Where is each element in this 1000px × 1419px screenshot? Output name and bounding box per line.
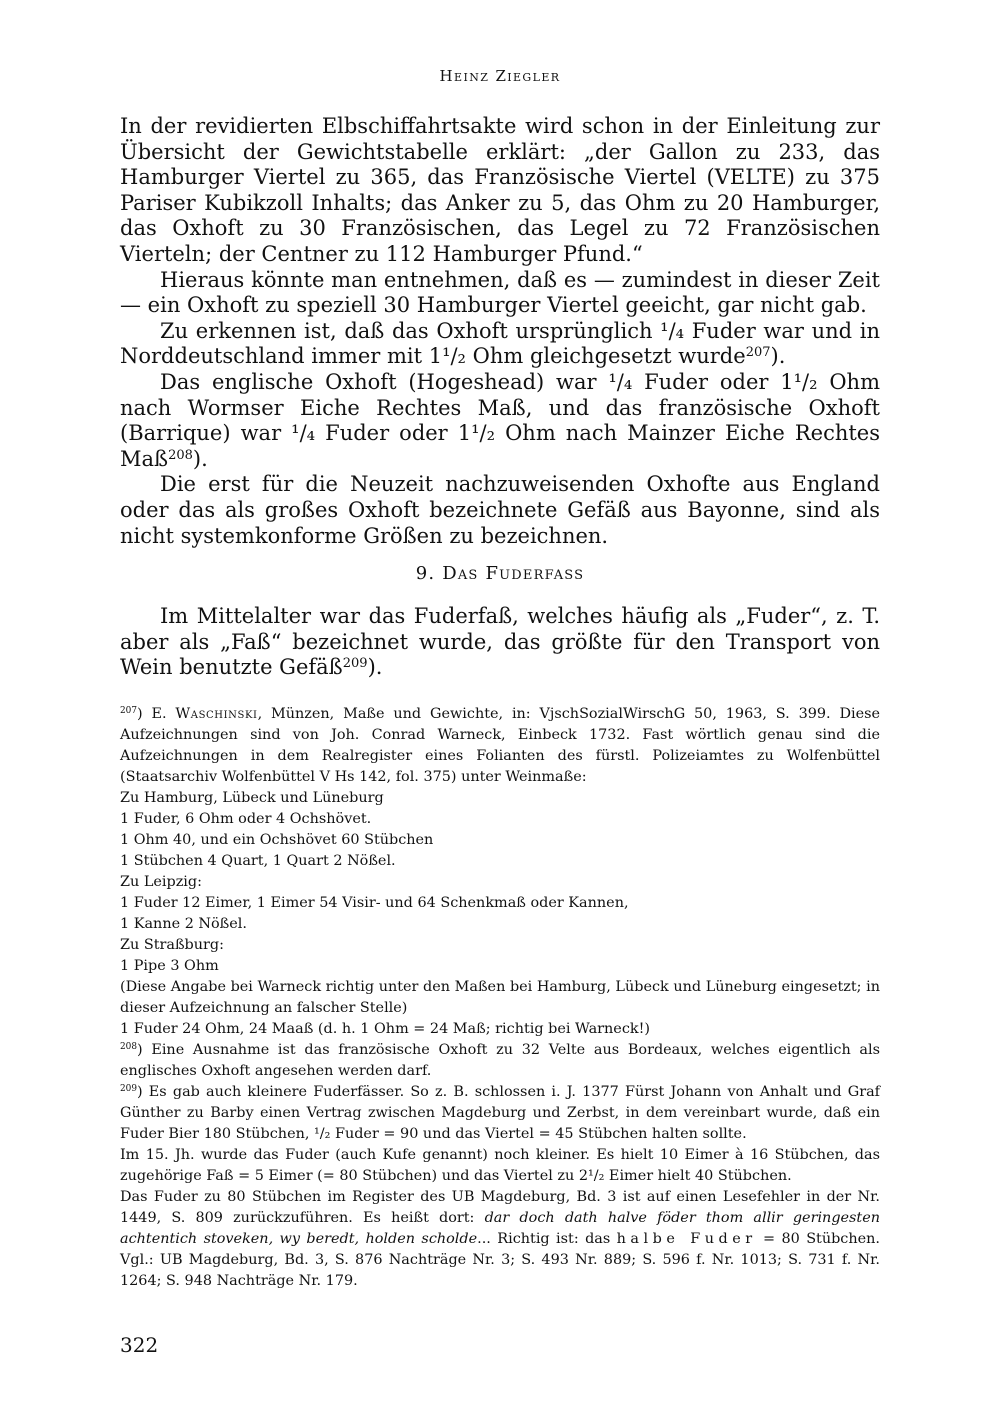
footnote-line: 1 Stübchen 4 Quart, 1 Quart 2 Nößel. xyxy=(120,853,396,869)
footnote-text: ) Eine Ausnahme ist das französische Oxhoft zu 32 Velte aus Bordeaux, welches eigentlich als englisches Oxhoft angesehen werden darf. xyxy=(120,1042,880,1079)
footnote-text: , Münzen, Maße und Gewichte, in: VjschSozialWirschG 50, 1963, S. 399. Diese Aufzeichnungen sind von Joh. Conrad Warneck, Einbeck 1732. Fast wörtlich genau sind die Aufzeichnungen in dem Realregister eines Folianten des fürstl. Polizeiamtes zu Wolfenbüttel (Staatsarchiv Wolfenbüttel V Hs 142, fol. 375) unter Weinmaße: xyxy=(120,706,881,785)
footnote-number: 209 xyxy=(120,1084,137,1095)
footnote-text: ) E. xyxy=(137,706,176,722)
footnote-line: 1 Kanne 2 Nößel. xyxy=(120,916,247,932)
paragraph: Die erst für die Neuzeit nachzuweisenden Oxhofte aus England oder das als großes Oxhoft bezeichnete Gefäß aus Bayonne, sind als nicht systemkonforme Größen zu bezeichnen. xyxy=(120,472,880,548)
footnote-208 xyxy=(120,1040,880,1082)
section-text xyxy=(120,604,880,681)
footnote-ref: 207 xyxy=(745,345,771,361)
paragraph xyxy=(120,370,880,472)
paragraph-text: ). xyxy=(192,446,208,471)
page-number: 322 xyxy=(120,1333,159,1357)
footnote-text: ) Es gab auch kleinere Fuderfässer. So z. B. schlossen i. J. 1377 Fürst Johann von Anhalt und Graf Günther zu Barby einen Vertrag zwischen Magdeburg und Zerbst, in dem vereinbart wurde, daß ein Fuder Bier 180 Stübchen, ¹/₂ Fuder = 90 und das Viertel = 45 Stübchen halten sollte. xyxy=(120,1084,880,1142)
footnote-line: Zu Leipzig: xyxy=(120,874,202,890)
paragraph: In der revidierten Elbschiffahrtsakte wird schon in der Einleitung zur Übersicht der Gewichtstabelle erklärt: „der Gallon zu 233, das Hamburger Viertel zu 365, das Französische Viertel (VELTE) zu 375 Pariser Kubikzoll Inhalts; das Anker zu 5, das Ohm zu 20 Hamburger, das Oxhoft zu 30 Französischen, das Legel zu 72 Französischen Vierteln; der Centner zu 112 Hamburger Pfund.“ xyxy=(120,114,880,266)
footnote-number: 207 xyxy=(120,706,137,717)
footnote-text: = 80 Stübchen. Vgl.: UB Magdeburg, Bd. 3, S. 876 Nachträge Nr. 3; S. 493 Nr. 889; S. 596 f. Nr. 1013; S. 731 f. Nr. 1264; S. 948 Nachträge Nr. 179. xyxy=(120,1231,880,1289)
paragraph-text: Im Mittelalter war das Fuderfaß, welches häufig als „Fuder“, z. T. aber als „Faß“ bezeichnet wurde, das größte für den Transport von Wein benutzte Gefäß xyxy=(120,604,880,680)
paragraph: Hieraus könnte man entnehmen, daß es — zumindest in dieser Zeit — ein Oxhoft zu speziell 30 Hamburger Viertel geeicht, gar nicht gab. xyxy=(120,267,880,318)
footnote-paragraph xyxy=(120,1187,880,1292)
paragraph-text: ). xyxy=(367,655,383,680)
paragraph-text: Zu erkennen ist, daß das Oxhoft ursprünglich ¹/₄ Fuder war und in Norddeutschland immer mit 1¹/₂ Ohm gleichgesetzt wurde xyxy=(120,318,880,369)
footnote-author: Waschinski xyxy=(175,706,258,722)
footnote-line: (Diese Angabe bei Warneck richtig unter den Maßen bei Hamburg, Lübeck und Lüneburg eingesetzt; in dieser Aufzeichnung an falscher Stelle) xyxy=(120,979,880,1016)
footnotes xyxy=(120,704,880,1292)
footnote-line: 1 Pipe 3 Ohm xyxy=(120,958,219,974)
paragraph xyxy=(120,604,880,681)
footnote-number: 208 xyxy=(120,1042,137,1053)
running-head: Heinz Ziegler xyxy=(439,67,561,85)
main-text xyxy=(120,114,880,549)
footnote-text: Das Fuder zu 80 Stübchen im Register des UB Magdeburg, Bd. 3 ist auf einen Lesefehler in der Nr. 1449, S. 809 zurückzuführen. Es heißt dort: xyxy=(120,1189,880,1226)
paragraph-text: ). xyxy=(770,344,786,369)
section-heading: 9. Das Fuderfass xyxy=(415,563,585,584)
footnote-quote: dar doch dath halve föder thom allir geringesten achtentich stoveken, wy beredt, holden scholde xyxy=(120,1210,880,1247)
footnote-line: Zu Hamburg, Lübeck und Lüneburg xyxy=(120,790,384,806)
paragraph-text: Das englische Oxhoft (Hogeshead) war ¹/₄ Fuder oder 1¹/₂ Ohm nach Wormser Eiche Rechtes Maß, und das französische Oxhoft (Barrique) war ¹/₄ Fuder oder 1¹/₂ Ohm nach Mainzer Eiche Rechtes Maß xyxy=(120,369,880,471)
footnote-line: 1 Ohm 40, und ein Ochshövet 60 Stübchen xyxy=(120,832,434,848)
footnote-text: ... Richtig ist: das xyxy=(477,1231,617,1247)
footnote-209 xyxy=(120,1082,880,1145)
footnote-line: Zu Straßburg: xyxy=(120,937,224,953)
footnote-line: 1 Fuder 24 Ohm, 24 Maaß (d. h. 1 Ohm = 24 Maß; richtig bei Warneck!) xyxy=(120,1021,651,1037)
footnote-line: 1 Fuder 12 Eimer, 1 Eimer 54 Visir- und 64 Schenkmaß oder Kannen, xyxy=(120,895,629,911)
footnote-paragraph: Im 15. Jh. wurde das Fuder (auch Kufe genannt) noch kleiner. Es hielt 10 Eimer à 16 Stübchen, das zugehörige Faß = 5 Eimer (= 80 Stübchen) und das Viertel zu 2¹/₂ Eimer hielt 40 Stübchen. xyxy=(120,1147,880,1184)
footnote-ref: 209 xyxy=(342,656,368,672)
footnote-line: 1 Fuder, 6 Ohm oder 4 Ochshövet. xyxy=(120,811,372,827)
footnote-ref: 208 xyxy=(168,447,193,463)
footnote-emphasis: halbe Fuder xyxy=(616,1231,757,1247)
footnote-207 xyxy=(120,704,880,788)
paragraph xyxy=(120,319,880,370)
